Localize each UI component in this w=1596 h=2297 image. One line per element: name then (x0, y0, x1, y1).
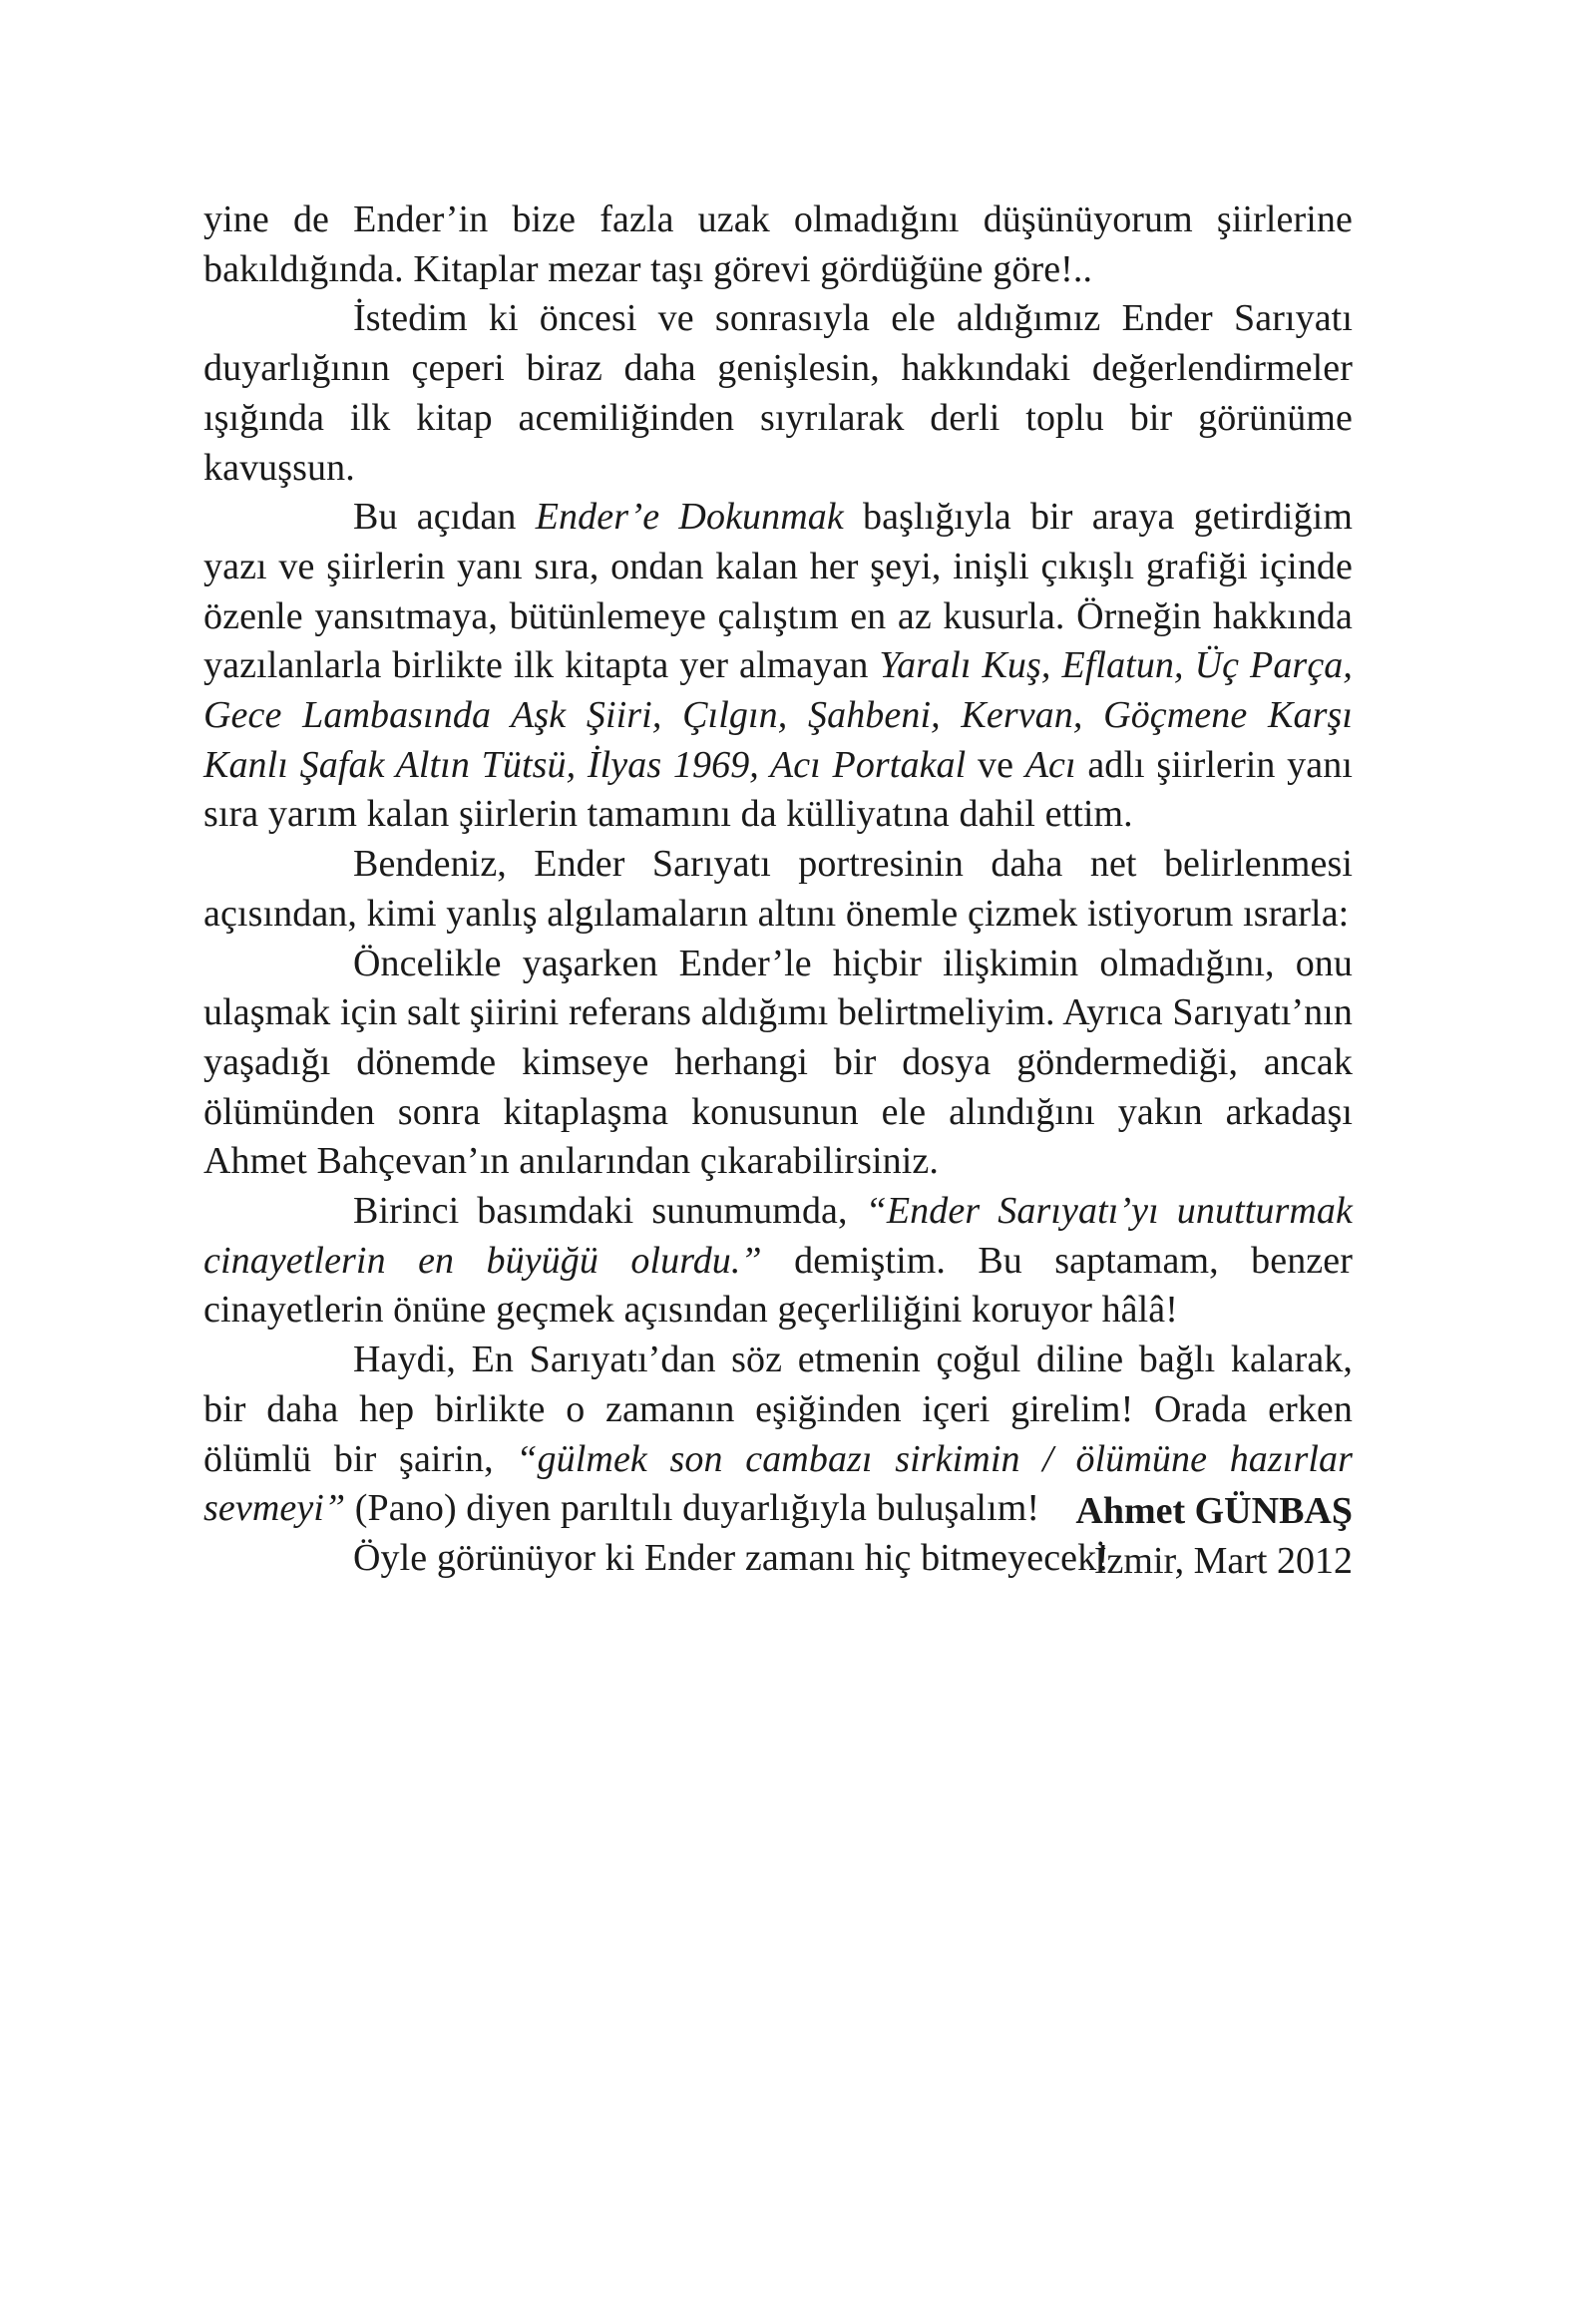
paragraph-7-text-c: (Pano) diyen parıltılı duyarlığıyla buluşalım! (345, 1487, 1040, 1530)
paragraph-1 (203, 195, 1353, 294)
poem-titles-italic: Yaralı Kuş, Eflatun, Üç Parça, Gece Lambasında Aşk Şiiri, Çılgın, Şahbeni, Kervan, Göçmene Karşı Kanlı Şafak Altın Tütsü, İlyas 1969, Acı Portakal (203, 644, 1353, 786)
paragraph-4 (203, 840, 1353, 939)
paragraph-5 (203, 940, 1353, 1188)
paragraph-3-text-g: adlı şiirlerin yanı sıra yarım kalan şiirlerin tamamını da külliyatına dahil ettim. (203, 743, 1353, 836)
author-name: Ahmet GÜNBAŞ (1075, 1490, 1353, 1532)
paragraph-5-text: Öncelikle yaşarken Ender’le hiçbir ilişkimin olmadığını, onu ulaşmak için salt şiirini referans aldığımı belirtmeliyim. Ayrıca Sarıyatı’nın yaşadığı dönemde kimseye herhangi bir dosya göndermediği, ancak ölümünden sonra kitaplaşma konusunun ele alındığını yakın arkadaşı Ahmet Bahçevan’ın anılarından çıkarabilirsiniz. (203, 942, 1353, 1183)
paragraph-3 (203, 493, 1353, 840)
place-date: İzmir, Mart 2012 (1093, 1540, 1353, 1582)
paragraph-3-text-c: başlığıyla bir araya getirdiğim yazı ve şiirlerin yanı sıra, ondan kalan her şeyi, inişli çıkışlı grafiği içinde özenle yansıtmaya, bütünlemeye çalıştım en az kusurla. Örneğin hakkında yazılanlarla birlikte ilk kitapta yer almayan (203, 496, 1353, 687)
poem-quote-italic: “gülmek son cambazı sirkimin / ölümüne hazırlar sevmeyi” (203, 1437, 1353, 1530)
paragraph-7-text-a: Haydi, En Sarıyatı’dan söz etmenin çoğul diline bağlı kalarak, bir daha hep birlikte o zamanın eşiğinden içeri girelim! Orada erken ölümlü bir şairin, (203, 1339, 1353, 1480)
quote-italic: “Ender Sarıyatı’yı unutturmak cinayetlerin en büyüğü olurdu.” (203, 1190, 1353, 1282)
paragraph-6-text-a: Birinci basımdaki sunumumda, (353, 1190, 866, 1233)
paragraph-6 (203, 1187, 1353, 1336)
paragraph-2-text: İstedim ki öncesi ve sonrasıyla ele aldığımız Ender Sarıyatı duyarlığının çeperi biraz daha genişlesin, hakkındaki değerlendirmeler ışığında ilk kitap acemiliğinden sıyrılarak derli toplu bir görünüme kavuşsun. (203, 297, 1353, 489)
paragraph-4-text: Bendeniz, Ender Sarıyatı portresinin daha net belirlenmesi açısından, kimi yanlış algılamaların altını önemle çizmek istiyorum ısrarla: (203, 843, 1353, 935)
paragraph-8-text: Öyle görünüyor ki Ender zamanı hiç bitmeyecek! (353, 1536, 1109, 1579)
paragraph-2 (203, 294, 1353, 493)
paragraph-3-text-a: Bu açıdan (353, 496, 536, 539)
poem-title-aci-italic: Acı (1024, 743, 1076, 786)
paragraph-1-text: yine de Ender’in bize fazla uzak olmadığını düşünüyorum şiirlerine bakıldığında. Kitaplar mezar taşı görevi gördüğüne göre!.. (203, 198, 1353, 290)
book-title-italic: Ender’e Dokunmak (535, 496, 844, 539)
paragraph-3-text-e: ve (966, 743, 1025, 786)
body-text (203, 195, 1353, 1584)
signature-block (1075, 1486, 1353, 1586)
paragraph-6-text-c: demiştim. Bu saptamam, benzer cinayetlerin önüne geçmek açısından geçerliliğini koruyor hâlâ! (203, 1239, 1353, 1332)
